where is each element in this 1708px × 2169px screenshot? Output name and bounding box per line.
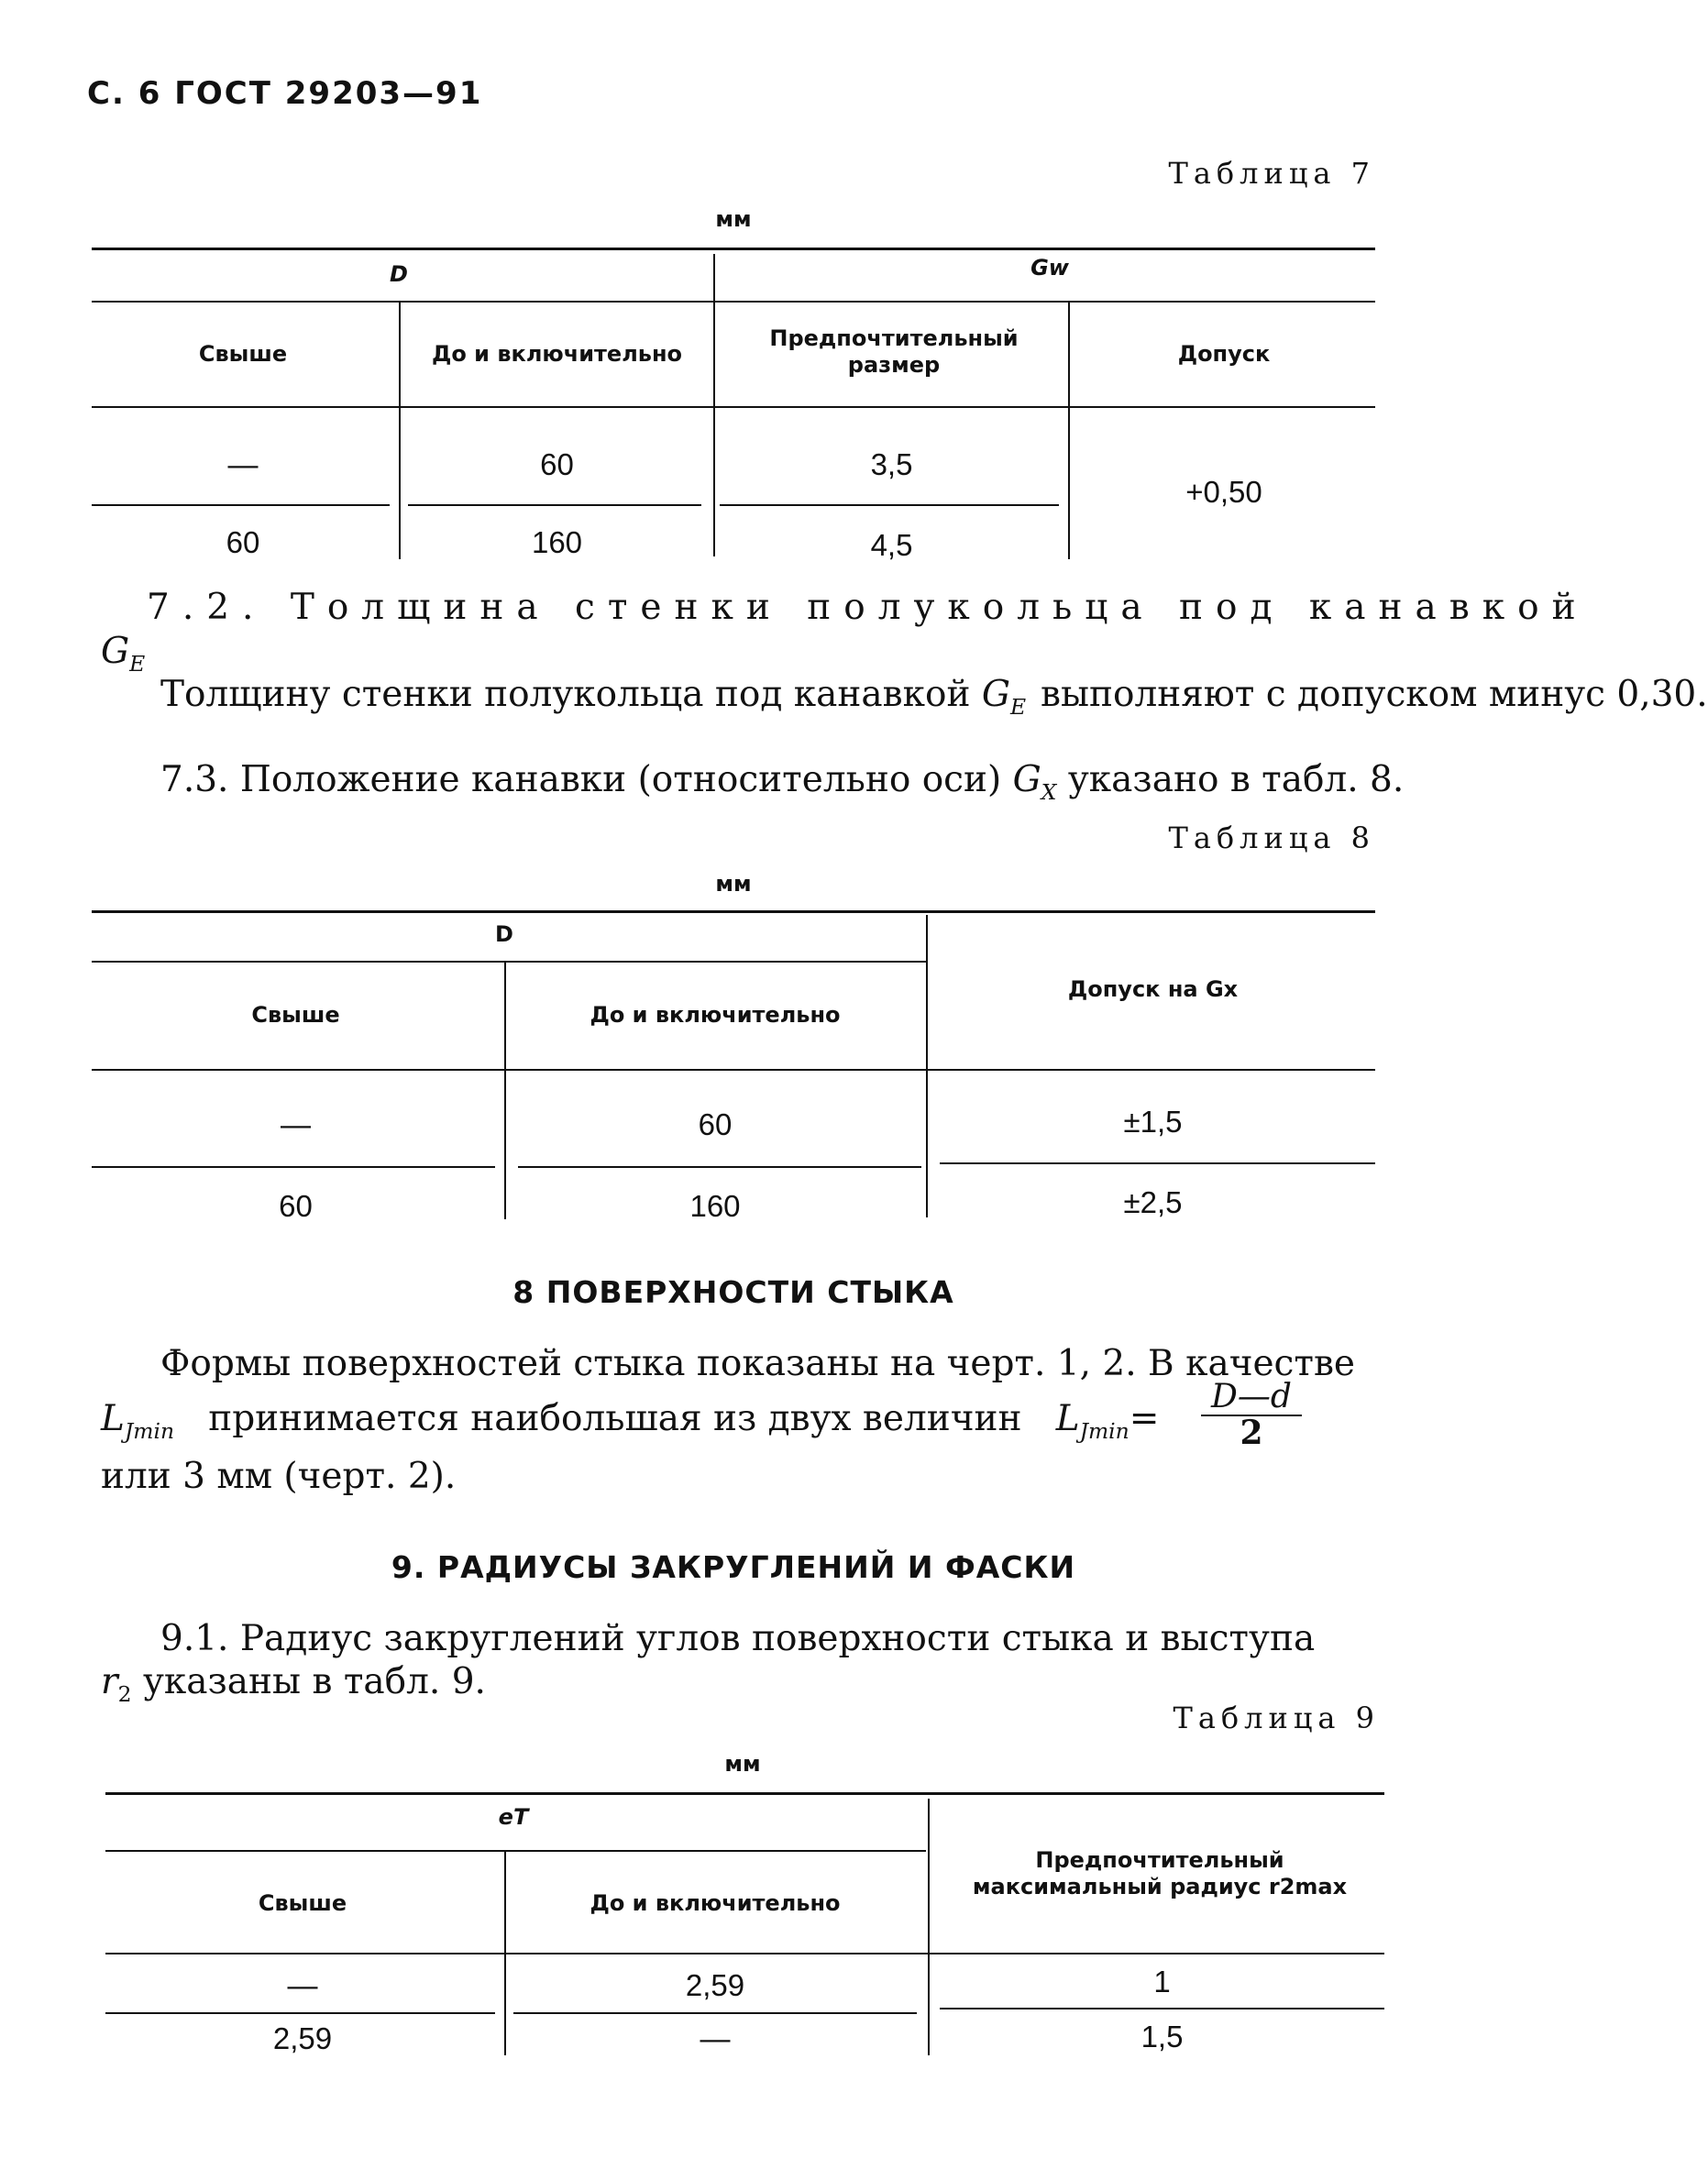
section-8-line1: Формы поверхностей стыка показаны на черт. 1, 2. В качестве	[160, 1343, 1356, 1384]
table8-col-over: Свыше	[251, 1002, 340, 1028]
table7-row1-size: 3,5	[870, 447, 913, 481]
table8-row2-upto: 160	[689, 1189, 741, 1223]
table8-row2-over: 60	[279, 1189, 313, 1223]
table9-row1-upto: 2,59	[685, 1968, 745, 2002]
section-7-2-title: 7.2. Толщина стенки полукольца под канавкой	[147, 587, 1589, 628]
table8-col-tol: Допуск на Gx	[1067, 976, 1239, 1002]
section-8-line2: $L_{Jmin}$ принимается наибольшая из двух величин $L_{Jmin}=$	[101, 1398, 1160, 1444]
table9-group-et: eT	[498, 1804, 529, 1830]
table8-col-upto: До и включительно	[590, 1002, 841, 1028]
table9-col-upto: До и включительно	[590, 1890, 841, 1916]
table8-row1-upto: 60	[698, 1107, 733, 1141]
table7-col-upto: До и включительно	[431, 341, 683, 367]
section-7-2-line1: Толщину стенки полукольца под канавкой $G_E$	[160, 674, 1027, 720]
table8-row2-tol: ±2,5	[1123, 1185, 1183, 1219]
table7-row1-over: —	[227, 447, 259, 481]
table9-row2-over: 2,59	[272, 2021, 333, 2055]
table9-row1-radius: 1	[1153, 1965, 1171, 1998]
table9-row2-upto: —	[700, 2021, 731, 2055]
table9-col-over: Свыше	[258, 1890, 347, 1916]
table8-unit: мм	[715, 871, 752, 897]
section-8-line3: или 3 мм (черт. 2).	[101, 1456, 457, 1497]
table7-group-gw: Gw	[1030, 255, 1069, 281]
table7-group-d: D	[390, 261, 408, 287]
table7-row2-over: 60	[226, 525, 260, 559]
table9-caption: Таблица 9	[1173, 1701, 1380, 1735]
table7-row2-upto: 160	[531, 525, 583, 559]
table7-row1-upto: 60	[540, 447, 574, 481]
table7-col-size: Предпочтительный размер	[769, 325, 1019, 378]
table7-row2-size: 4,5	[870, 528, 913, 562]
section-9-heading: 9. РАДИУСЫ ЗАКРУГЛЕНИЙ И ФАСКИ	[391, 1549, 1076, 1585]
table9-unit: мм	[724, 1751, 761, 1777]
section-8-heading: 8 ПОВЕРХНОСТИ СТЫКА	[512, 1274, 954, 1310]
table9-col-radius: Предпочтительный максимальный радиус r2max	[972, 1847, 1348, 1899]
table8-caption: Таблица 8	[1168, 820, 1375, 855]
table7-tolerance: +0,50	[1185, 475, 1262, 509]
table8-row1-over: —	[281, 1107, 311, 1141]
section-8-fraction: D—d 2	[1201, 1380, 1302, 1449]
table7-caption: Таблица 7	[1168, 156, 1375, 191]
section-7-2-symbol: $G_E$	[101, 631, 146, 677]
section-9-line1: 9.1. Радиус закруглений углов поверхности стыка и выступа	[160, 1618, 1316, 1659]
table7-unit: мм	[715, 206, 752, 232]
table9-row2-radius: 1,5	[1141, 2020, 1184, 2053]
table8-row1-tol: ±1,5	[1123, 1105, 1183, 1139]
section-9-line2: $r_2$ указаны в табл. 9.	[101, 1661, 486, 1707]
section-7-3: 7.3. Положение канавки (относительно оси) $G_X$ указано в табл. 8.	[160, 759, 1405, 805]
page-header: С. 6 ГОСТ 29203—91	[87, 75, 483, 112]
section-7-2-text-after: выполняют с допуском минус 0,30.	[1041, 674, 1708, 715]
table7-col-tol: Допуск	[1177, 341, 1271, 367]
table8-group-d: D	[495, 921, 513, 947]
table7-col-over: Свыше	[198, 341, 288, 367]
table9-row1-over: —	[287, 1968, 318, 2002]
